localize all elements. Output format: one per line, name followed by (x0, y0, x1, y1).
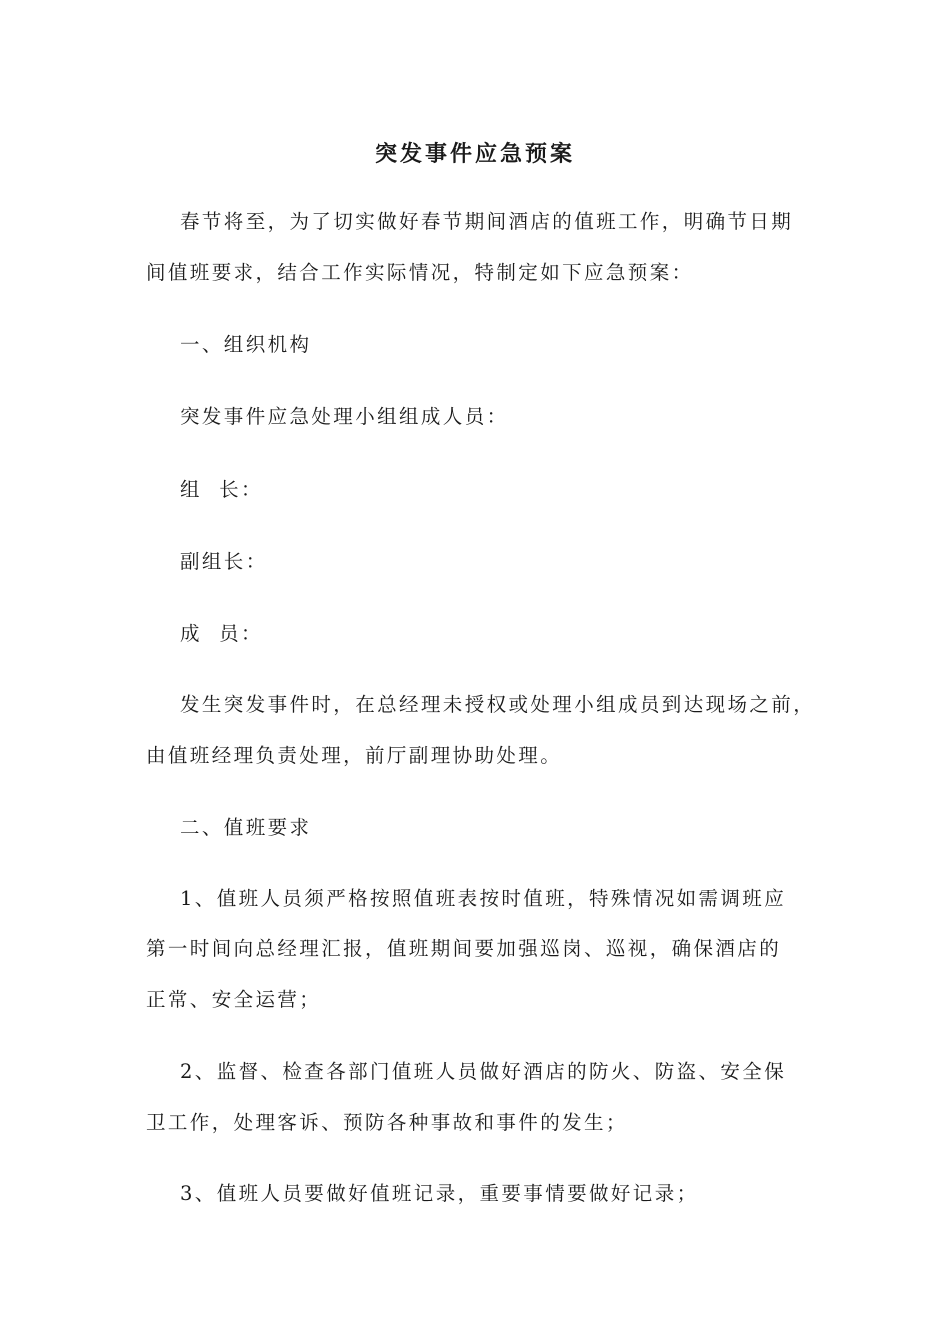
deputy-leader-label: 副组长： (180, 550, 268, 573)
team-leader-label: 组 长： (180, 478, 263, 501)
paragraph-intro-line-1: 春节将至，为了切实做好春节期间酒店的值班工作，明确节日期 (180, 210, 794, 233)
members-label: 成 员： (180, 622, 263, 645)
requirement-2-line-1: 2、监督、检查各部门值班人员做好酒店的防火、防盗、安全保 (180, 1060, 787, 1083)
paragraph-intro-line-2: 间值班要求，结合工作实际情况，特制定如下应急预案： (146, 261, 694, 284)
requirement-2-line-2: 卫工作，处理客诉、预防各种事故和事件的发生； (146, 1111, 628, 1134)
paragraph-incident-line-2: 由值班经理负责处理，前厅副理协助处理。 (146, 744, 563, 767)
requirement-1-line-2: 第一时间向总经理汇报，值班期间要加强巡岗、巡视，确保酒店的 (146, 937, 782, 960)
team-members-label: 突发事件应急处理小组组成人员： (180, 405, 509, 428)
requirement-1-line-1: 1、值班人员须严格按照值班表按时值班，特殊情况如需调班应 (180, 887, 787, 910)
requirement-3-line-1: 3、值班人员要做好值班记录，重要事情要做好记录； (180, 1182, 699, 1205)
section-heading-duty-requirements: 二、值班要求 (180, 816, 312, 839)
document-title: 突发事件应急预案 (374, 141, 575, 167)
paragraph-incident-line-1: 发生突发事件时，在总经理未授权或处理小组成员到达现场之前， (180, 693, 816, 716)
requirement-1-line-3: 正常、安全运营； (146, 988, 322, 1011)
section-heading-organization: 一、组织机构 (180, 333, 312, 356)
